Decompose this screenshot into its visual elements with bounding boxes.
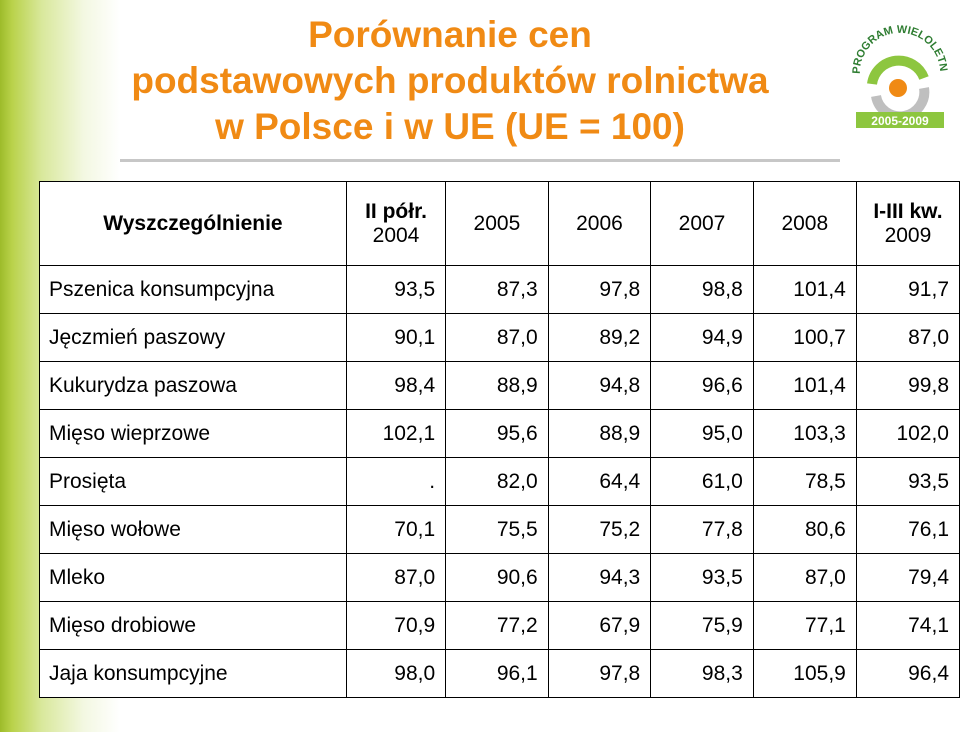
row-label: Prosięta [40, 458, 347, 506]
program-logo [842, 14, 954, 132]
header-cell: 2008 [753, 182, 856, 266]
table-row [40, 554, 960, 602]
value-cell: 77,1 [753, 602, 856, 650]
logo-years: 2005-2009 [871, 114, 929, 128]
row-label: Mięso drobiowe [40, 602, 347, 650]
row-label: Mięso wieprzowe [40, 410, 347, 458]
row-label: Mięso wołowe [40, 506, 347, 554]
value-cell: 96,4 [856, 650, 959, 698]
value-cell: 93,5 [856, 458, 959, 506]
table-row [40, 314, 960, 362]
value-cell: 87,0 [856, 314, 959, 362]
title-line-3: w Polsce i w UE (UE = 100) [215, 106, 685, 147]
value-cell: 75,9 [651, 602, 754, 650]
value-cell: 75,2 [548, 506, 651, 554]
value-cell: 70,9 [346, 602, 445, 650]
value-cell: 93,5 [346, 266, 445, 314]
value-cell: 78,5 [753, 458, 856, 506]
value-cell: 101,4 [753, 362, 856, 410]
value-cell: 82,0 [446, 458, 549, 506]
value-cell: 95,6 [446, 410, 549, 458]
row-label: Pszenica konsumpcyjna [40, 266, 347, 314]
header-cell: II półr. 2004 [346, 182, 445, 266]
value-cell: 79,4 [856, 554, 959, 602]
value-cell: 67,9 [548, 602, 651, 650]
logo-arc-text: PROGRAM WIELOLETN [850, 23, 950, 75]
row-label: Mleko [40, 554, 347, 602]
title-underline [120, 159, 840, 162]
logo-orange-dot [889, 79, 907, 97]
value-cell: 96,1 [446, 650, 549, 698]
value-cell: 88,9 [548, 410, 651, 458]
value-cell: 87,3 [446, 266, 549, 314]
header-cell: I-III kw. 2009 [856, 182, 959, 266]
row-label: Jaja konsumpcyjne [40, 650, 347, 698]
value-cell: 97,8 [548, 266, 651, 314]
value-cell: 95,0 [651, 410, 754, 458]
value-cell: 89,2 [548, 314, 651, 362]
value-cell: 74,1 [856, 602, 959, 650]
value-cell: 94,9 [651, 314, 754, 362]
table-row [40, 458, 960, 506]
header-cell: 2007 [651, 182, 754, 266]
value-cell: 102,0 [856, 410, 959, 458]
value-cell: 105,9 [753, 650, 856, 698]
value-cell: 76,1 [856, 506, 959, 554]
value-cell: 103,3 [753, 410, 856, 458]
value-cell: 87,0 [446, 314, 549, 362]
value-cell: 99,8 [856, 362, 959, 410]
value-cell: 70,1 [346, 506, 445, 554]
value-cell: 91,7 [856, 266, 959, 314]
value-cell: 61,0 [651, 458, 754, 506]
value-cell: 97,8 [548, 650, 651, 698]
value-cell: 77,2 [446, 602, 549, 650]
value-cell: 90,6 [446, 554, 549, 602]
value-cell: 98,3 [651, 650, 754, 698]
value-cell: 64,4 [548, 458, 651, 506]
value-cell: . [346, 458, 445, 506]
value-cell: 94,3 [548, 554, 651, 602]
table-row [40, 362, 960, 410]
title-line-1: Porównanie cen [308, 14, 592, 55]
value-cell: 90,1 [346, 314, 445, 362]
value-cell: 98,8 [651, 266, 754, 314]
price-comparison-table [39, 181, 960, 698]
value-cell: 102,1 [346, 410, 445, 458]
table-row [40, 506, 960, 554]
value-cell: 101,4 [753, 266, 856, 314]
value-cell: 87,0 [346, 554, 445, 602]
title-line-2: podstawowych produktów rolnictwa [131, 60, 769, 101]
header-cell: 2006 [548, 182, 651, 266]
header-cell: 2005 [446, 182, 549, 266]
value-cell: 80,6 [753, 506, 856, 554]
value-cell: 75,5 [446, 506, 549, 554]
value-cell: 87,0 [753, 554, 856, 602]
value-cell: 98,4 [346, 362, 445, 410]
page-title [60, 12, 840, 150]
table-row [40, 650, 960, 698]
table-row [40, 410, 960, 458]
value-cell: 100,7 [753, 314, 856, 362]
value-cell: 93,5 [651, 554, 754, 602]
value-cell: 94,8 [548, 362, 651, 410]
table-row [40, 266, 960, 314]
row-label: Kukurydza paszowa [40, 362, 347, 410]
value-cell: 98,0 [346, 650, 445, 698]
value-cell: 88,9 [446, 362, 549, 410]
value-cell: 96,6 [651, 362, 754, 410]
row-label: Jęczmień paszowy [40, 314, 347, 362]
value-cell: 77,8 [651, 506, 754, 554]
header-cell: Wyszczególnienie [40, 182, 347, 266]
table-header-row [40, 182, 960, 266]
table-row [40, 602, 960, 650]
